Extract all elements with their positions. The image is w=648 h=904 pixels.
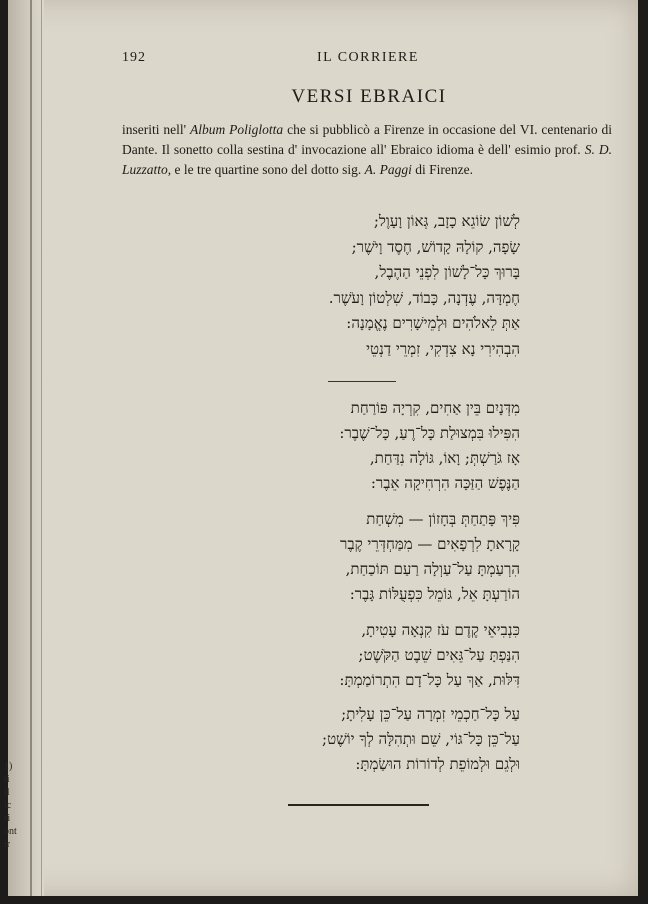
margin-fragment: ont [4, 826, 17, 837]
margin-fragments [4, 760, 28, 851]
margin-fragment: il [4, 787, 10, 798]
margin-fragment: ir [4, 839, 11, 850]
album-title: Album Poliglotta [190, 122, 284, 137]
section-title: VERSI EBRAICI [291, 86, 447, 107]
verse-line: כִּנְבִיאֵי קֶדֶם עֹז קִנְאָה עָטִיתָ, [361, 621, 520, 639]
intro-text: che si pubblicò a Firenze in occasione del VI. centenario di Dante. Il sonetto colla sestina d' invocazione all' Ebraico idioma è dell' esimio prof. [122, 122, 613, 157]
running-head [122, 50, 612, 68]
margin-fragment: ic [4, 800, 12, 811]
verse-line: הִרְעַמְתָּ עַל־עַוְלָה רַעַם תּוֹכַחַת, [345, 560, 520, 578]
intro-text: inseriti nell' [122, 122, 191, 137]
verse-line: אַתְּ לֵאלֹהִים וּלְמֵישָׁרִים נֶאֱמָנָה: [346, 314, 520, 332]
author-luzzatto: S. D. Luzzatto [122, 142, 612, 177]
verse-line: בָּרוּךְ כָּל־לָשׁוֹן לִפְנֵי הַהֶבֶל, [374, 263, 520, 281]
sestina [170, 209, 520, 362]
sonnet-quatrain-1 [230, 396, 520, 496]
sonnet-tercet-2 [210, 702, 520, 777]
verse-line: הוֹרַעְתָּ אֵל, גּוֹמֵל כִּפְעֻלּוֹת גָּבֶר: [349, 585, 520, 603]
intro-text: di Firenze. [411, 162, 473, 177]
verse-line: עַל כָּל־חַכְמֵי זִמְרָה עַל־כֵּן עָלִיתָ; [341, 705, 520, 723]
end-rule [288, 804, 429, 806]
gutter-line [30, 0, 32, 896]
intro-paragraph [122, 120, 612, 180]
sonnet-tercet-1 [230, 618, 520, 693]
verse-line: קָרָאתָ לִרְפָאִים — מִמַּחְדְּרֵי קֶבֶר [340, 535, 520, 553]
verse-line: מִדְּנָיִם בֵּין אַחִים, קִרְיָה פּוֹרַחַת [350, 399, 520, 417]
page-number: 192 [122, 50, 146, 65]
verse-line: וּלְגֵם וּלְמוֹפֵת לְדוֹרוֹת הוּשַׂמְתָּ: [355, 755, 520, 773]
verse-line: דִּלּוּת, אַךְ עַל כָּל־דָם הִתְרוֹמַמְתָּ: [339, 671, 520, 689]
verse-line: לְשׁוֹן שׂוֹגֵא כָזָב, גְּאוֹן וָעָוֶל; [373, 212, 520, 230]
margin-fragment: ri [4, 813, 11, 824]
intro-text: , e le tre quartine sono del dotto sig. [167, 162, 365, 177]
verse-line: חֶמְדָּה, עֶדְנָה, כָּבוֹד, שִׁלְטוֹן וָעֹשֶׁר. [328, 288, 520, 307]
margin-fragment: ti [4, 774, 10, 785]
verse-line: שָׂפָה, קוֹלָהּ קָדוֹשׁ, חֶסֶד וָיֹשֶׁר; [351, 237, 520, 256]
verse-line: הַנֶּפֶשׁ הַזַּכָּה הִרְחִיקָה אֵבֶר: [370, 474, 520, 492]
margin-fragment: 1) [4, 761, 13, 772]
verse-line: הִפִּילוּ בִּמְצוּלַת כָּל־רֶעַ, כָּל־שֶׁבֶר: [339, 424, 520, 442]
verse-line: פִּיךְ פָּתַחַתְּ בְּחָזוֹן — מִשְׁחַת [366, 510, 520, 528]
sonnet-quatrain-2 [230, 507, 520, 607]
verse-line: הִנַּפְתָּ עַל־גֵּאִים שֵׁבֶט הַקֹּשֶׁט; [358, 646, 520, 664]
section-divider [328, 381, 396, 382]
journal-title: IL CORRIERE [317, 50, 419, 65]
author-paggi: A. Paggi [364, 162, 412, 177]
verse-line: עַל־כֵּן כָּל־גּוֹי, שֵׁם וּתְהִלָּה לְךָ יוֹשֶׁט; [322, 730, 520, 748]
verse-line: הִבְהִירִי נָא צִדְקִי, זִמְרֵי דַנְטֵי [366, 339, 520, 358]
gutter-line [41, 0, 42, 896]
verse-line: אָז גֹּרַשְׁתְּ; וָאוֹ, גּוֹלָה נִדַּחַת, [369, 449, 520, 467]
